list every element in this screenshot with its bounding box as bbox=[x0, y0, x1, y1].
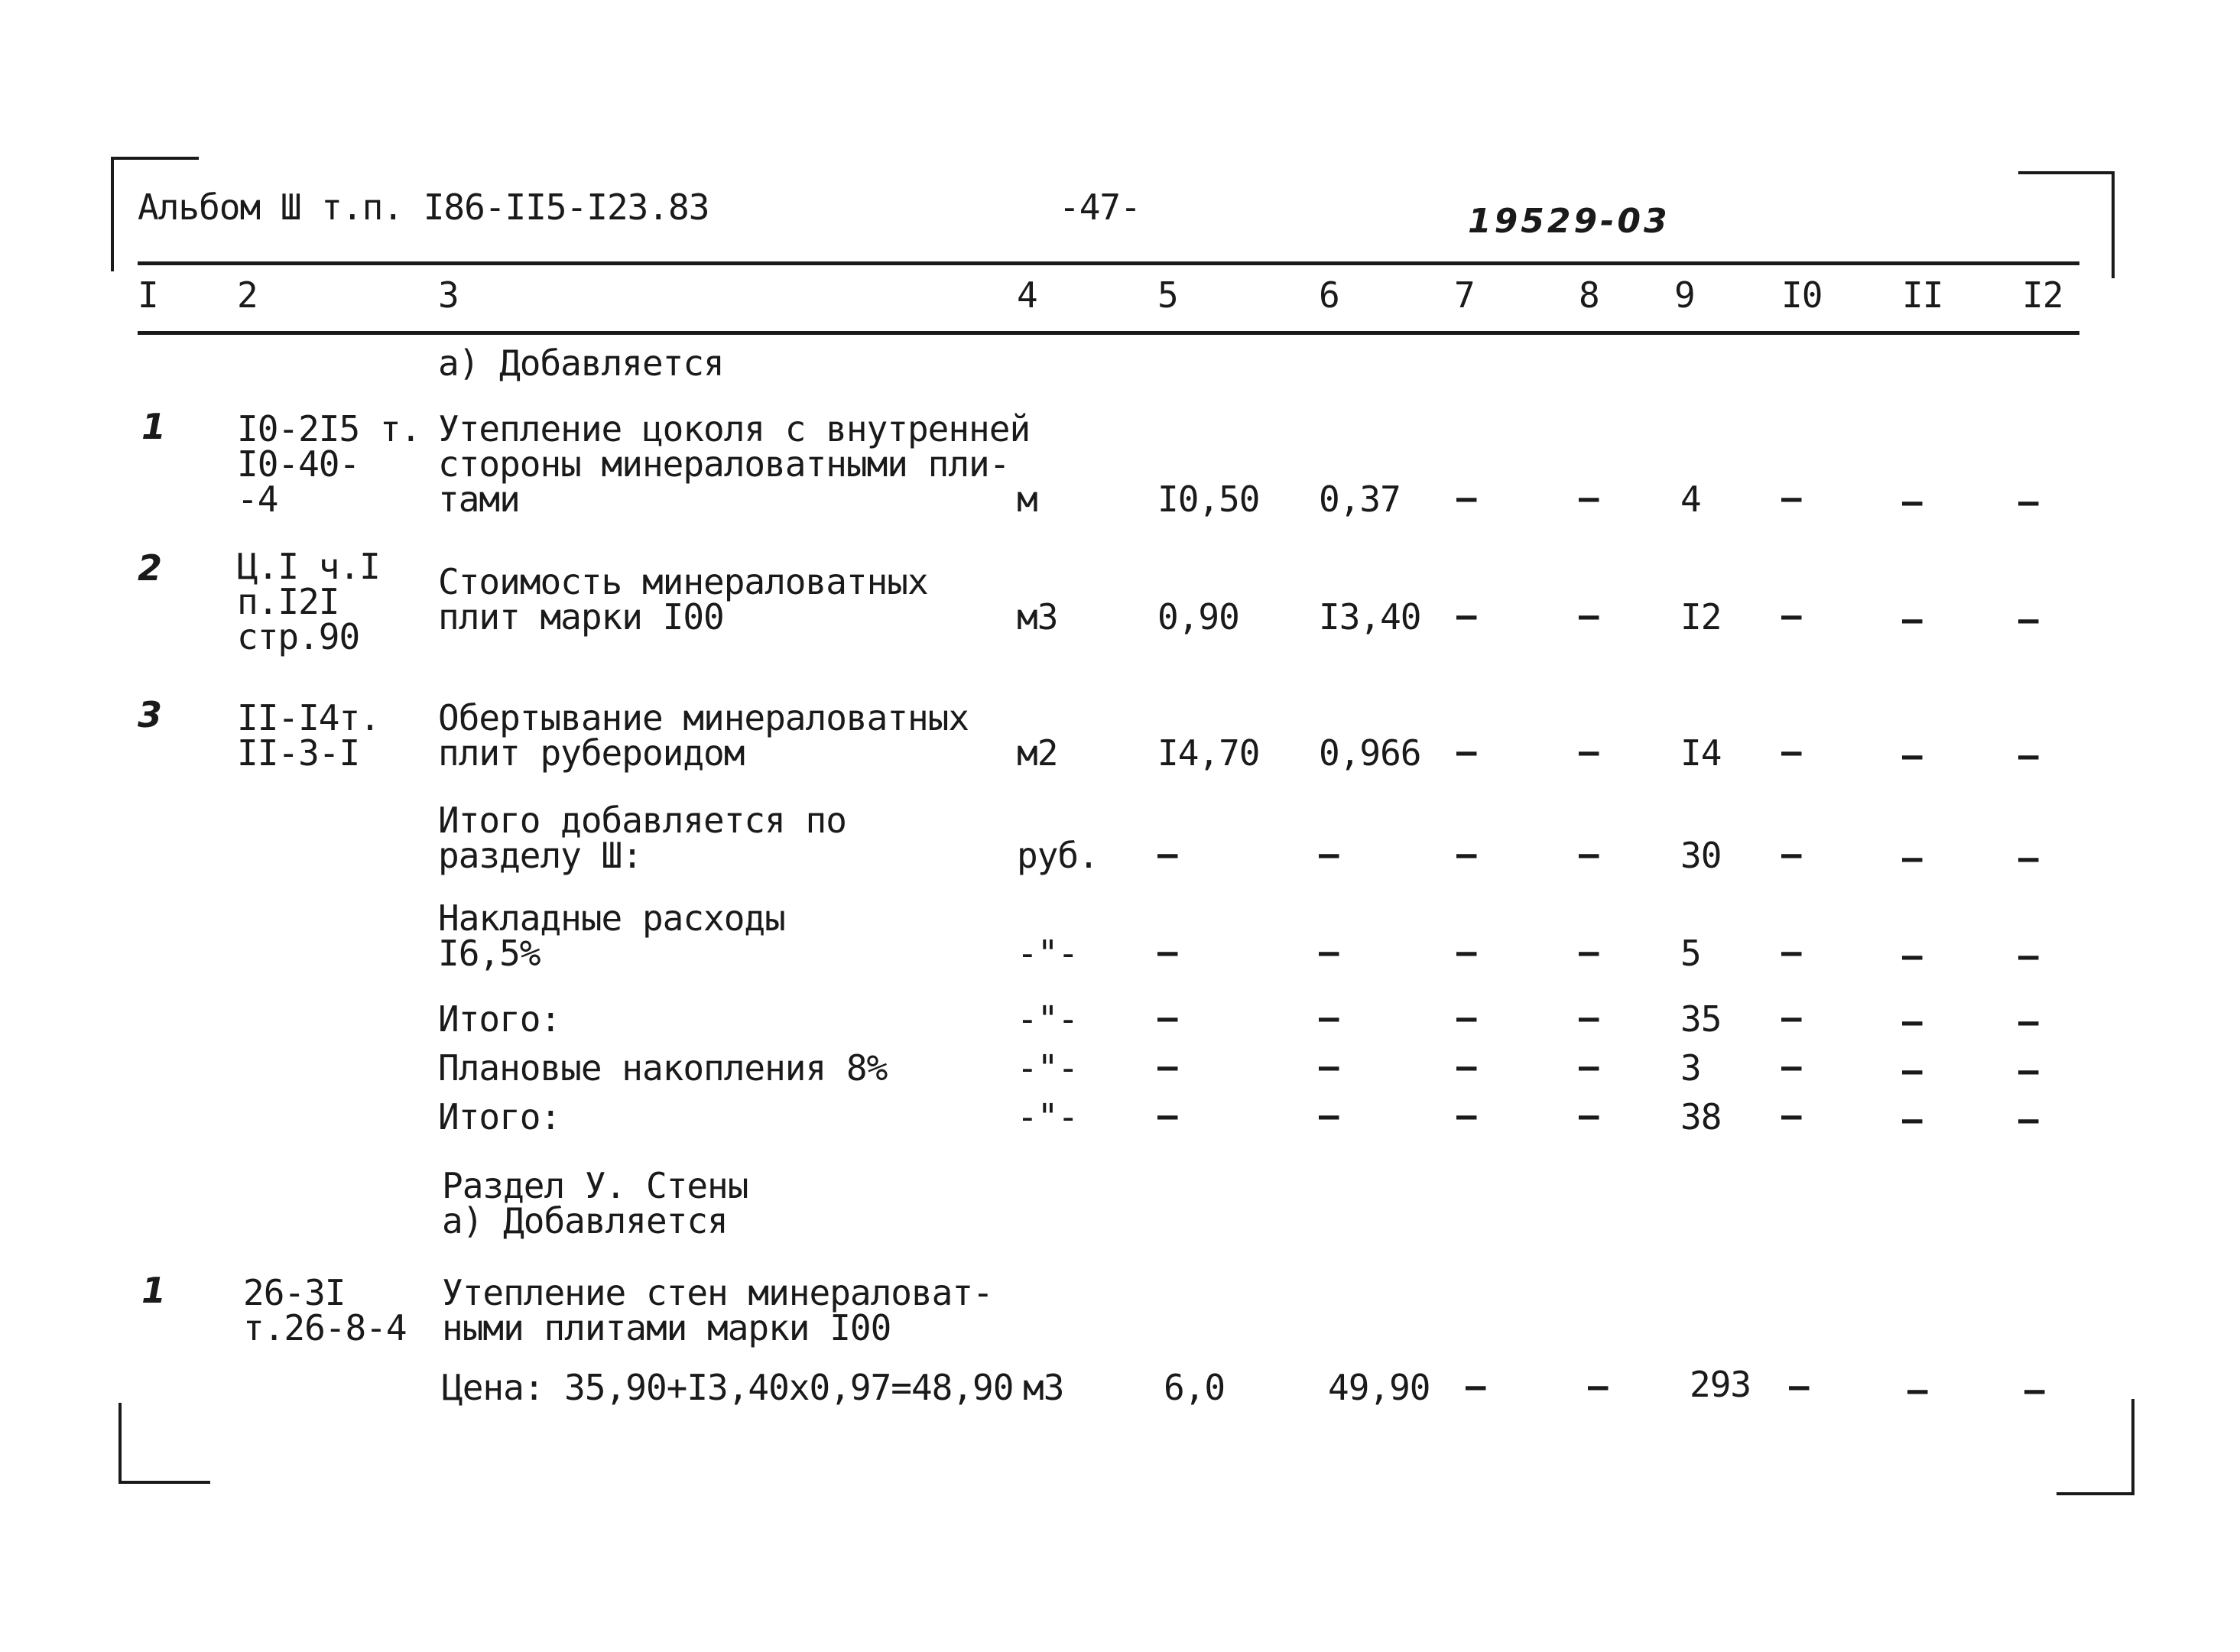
row-desc-line: плит марки I00 bbox=[438, 596, 724, 638]
frame-corner-top-left-h bbox=[111, 157, 199, 160]
header-rule-top bbox=[138, 261, 2079, 265]
frame-corner-top-right-v bbox=[2112, 171, 2115, 278]
cell-col7: – bbox=[1456, 479, 1477, 518]
cell-col8: – bbox=[1579, 596, 1599, 635]
col-header-5: 5 bbox=[1157, 274, 1178, 316]
row-ref-line: 26-3I bbox=[243, 1272, 346, 1313]
cell-col5: – bbox=[1157, 998, 1178, 1037]
row-ref-line: I0-2I5 т. bbox=[237, 408, 421, 450]
cell-total: 35 bbox=[1680, 998, 1722, 1040]
summary-desc-line: Итого: bbox=[438, 998, 561, 1040]
row-desc-line: тами bbox=[438, 479, 520, 520]
cell-col11: – bbox=[1902, 1051, 1923, 1090]
cell-col5: – bbox=[1157, 835, 1178, 874]
cell-col11: – bbox=[1902, 1100, 1923, 1139]
cell-total: I4 bbox=[1680, 732, 1722, 774]
cell-col10: – bbox=[1781, 835, 1802, 874]
cell-col10: – bbox=[1789, 1367, 1810, 1406]
cell-unit: -"- bbox=[1017, 1047, 1079, 1089]
frame-corner-top-right-h bbox=[2018, 171, 2114, 174]
cell-col11: – bbox=[1902, 839, 1923, 878]
header-rule-bottom bbox=[138, 331, 2079, 335]
row-desc-line: стороны минераловатными пли- bbox=[438, 443, 1010, 485]
col-header-8: 8 bbox=[1579, 274, 1599, 316]
cell-col6: – bbox=[1319, 1047, 1339, 1086]
cell-unit: руб. bbox=[1017, 835, 1099, 876]
summary-desc-line: I6,5% bbox=[438, 933, 541, 974]
cell-quantity: I4,70 bbox=[1157, 732, 1260, 774]
row-desc-line: Утепление цоколя с внутренней bbox=[438, 408, 1031, 450]
cell-col11: – bbox=[1902, 600, 1923, 639]
frame-corner-bottom-left-h bbox=[118, 1481, 210, 1484]
cell-unit: м2 bbox=[1017, 732, 1058, 774]
cell-total: 4 bbox=[1680, 479, 1701, 520]
cell-unit: м3 bbox=[1023, 1367, 1064, 1408]
cell-total: 5 bbox=[1680, 933, 1701, 974]
row-number: 2 bbox=[138, 547, 162, 589]
cell-col11: – bbox=[1902, 482, 1923, 521]
summary-desc-line: Плановые накопления 8% bbox=[438, 1047, 888, 1089]
document-code: 19529-03 bbox=[1468, 202, 1670, 241]
cell-col11: – bbox=[1902, 1002, 1923, 1041]
cell-quantity: 0,90 bbox=[1157, 596, 1239, 638]
cell-col8: – bbox=[1579, 835, 1599, 874]
page-number: -47- bbox=[1059, 187, 1141, 228]
cell-col7: – bbox=[1456, 998, 1477, 1037]
cell-total: I2 bbox=[1680, 596, 1722, 638]
cell-col7: – bbox=[1456, 933, 1477, 972]
frame-corner-top-left-v bbox=[111, 157, 114, 271]
section-title: Раздел У. Стены bbox=[442, 1165, 748, 1206]
section-heading: а) Добавляется bbox=[442, 1200, 728, 1241]
cell-unit: -"- bbox=[1017, 1096, 1079, 1138]
cell-col6: – bbox=[1319, 933, 1339, 972]
row-ref-line: II-I4т. bbox=[237, 697, 380, 738]
cell-col8: – bbox=[1588, 1367, 1609, 1406]
row-ref-line: I0-40- bbox=[237, 443, 360, 485]
col-header-3: 3 bbox=[438, 274, 459, 316]
cell-total: 30 bbox=[1680, 835, 1722, 876]
cell-col7: – bbox=[1456, 835, 1477, 874]
summary-desc-line: разделу Ш: bbox=[438, 835, 642, 876]
col-header-6: 6 bbox=[1319, 274, 1339, 316]
cell-unit-price: 0,37 bbox=[1319, 479, 1401, 520]
cell-col10: – bbox=[1781, 998, 1802, 1037]
cell-col12: – bbox=[2018, 736, 2039, 775]
cell-total: 293 bbox=[1690, 1364, 1751, 1405]
row-number: 3 bbox=[138, 694, 162, 735]
summary-desc-line: Итого: bbox=[438, 1096, 561, 1138]
cell-col12: – bbox=[2018, 839, 2039, 878]
cell-col8: – bbox=[1579, 1047, 1599, 1086]
cell-total: 3 bbox=[1680, 1047, 1701, 1089]
cell-col7: – bbox=[1466, 1367, 1486, 1406]
frame-corner-bottom-right-h bbox=[2057, 1492, 2134, 1495]
cell-col12: – bbox=[2018, 1051, 2039, 1090]
cell-col12: – bbox=[2018, 600, 2039, 639]
cell-col8: – bbox=[1579, 933, 1599, 972]
price-formula: Цена: 35,90+I3,40х0,97=48,90 bbox=[442, 1367, 1014, 1408]
col-header-11: II bbox=[1902, 274, 1943, 316]
cell-col11: – bbox=[1902, 936, 1923, 975]
cell-col7: – bbox=[1456, 1047, 1477, 1086]
cell-col5: – bbox=[1157, 1096, 1178, 1135]
row-number: 1 bbox=[141, 1270, 166, 1311]
col-header-4: 4 bbox=[1017, 274, 1037, 316]
cell-col6: – bbox=[1319, 835, 1339, 874]
cell-col12: – bbox=[2018, 482, 2039, 521]
cell-col7: – bbox=[1456, 596, 1477, 635]
row-ref-line: стр.90 bbox=[237, 616, 360, 657]
cell-col8: – bbox=[1579, 998, 1599, 1037]
cell-unit-price: I3,40 bbox=[1319, 596, 1421, 638]
row-desc-line: плит рубероидом bbox=[438, 732, 745, 774]
row-ref-line: -4 bbox=[237, 479, 278, 520]
col-header-2: 2 bbox=[237, 274, 258, 316]
cell-col10: – bbox=[1781, 732, 1802, 771]
cell-col12: – bbox=[2018, 936, 2039, 975]
cell-col10: – bbox=[1781, 596, 1802, 635]
cell-col8: – bbox=[1579, 732, 1599, 771]
cell-col12: – bbox=[2018, 1100, 2039, 1139]
row-ref-line: Ц.I ч.I bbox=[237, 546, 380, 587]
col-header-1: I bbox=[138, 274, 158, 316]
cell-col6: – bbox=[1319, 1096, 1339, 1135]
cell-col6: – bbox=[1319, 998, 1339, 1037]
cell-col10: – bbox=[1781, 479, 1802, 518]
cell-col11: – bbox=[1907, 1371, 1928, 1410]
cell-col10: – bbox=[1781, 933, 1802, 972]
cell-unit-price: 0,966 bbox=[1319, 732, 1421, 774]
col-header-10: I0 bbox=[1781, 274, 1823, 316]
section-heading: а) Добавляется bbox=[438, 342, 724, 384]
cell-col11: – bbox=[1902, 736, 1923, 775]
cell-quantity: I0,50 bbox=[1157, 479, 1260, 520]
frame-corner-bottom-right-v bbox=[2131, 1399, 2134, 1495]
row-ref-line: т.26-8-4 bbox=[243, 1307, 407, 1349]
cell-col5: – bbox=[1157, 933, 1178, 972]
cell-col5: – bbox=[1157, 1047, 1178, 1086]
cell-unit: м3 bbox=[1017, 596, 1058, 638]
row-desc-line: Обертывание минераловатных bbox=[438, 697, 969, 738]
cell-unit: -"- bbox=[1017, 933, 1079, 974]
cell-quantity: 6,0 bbox=[1164, 1367, 1226, 1408]
cell-col7: – bbox=[1456, 1096, 1477, 1135]
row-desc-line: Утепление стен минераловат- bbox=[442, 1272, 993, 1313]
row-ref-line: п.I2I bbox=[237, 581, 339, 622]
cell-col12: – bbox=[2024, 1371, 2045, 1410]
cell-total: 38 bbox=[1680, 1096, 1722, 1138]
row-desc-line: Стоимость минераловатных bbox=[438, 561, 928, 602]
cell-col8: – bbox=[1579, 1096, 1599, 1135]
cell-col12: – bbox=[2018, 1002, 2039, 1041]
cell-unit-price: 49,90 bbox=[1328, 1367, 1430, 1408]
cell-col10: – bbox=[1781, 1096, 1802, 1135]
col-header-9: 9 bbox=[1674, 274, 1695, 316]
row-desc-line: ными плитами марки I00 bbox=[442, 1307, 891, 1349]
summary-desc-line: Накладные расходы bbox=[438, 897, 785, 939]
cell-col7: – bbox=[1456, 732, 1477, 771]
col-header-12: I2 bbox=[2022, 274, 2063, 316]
cell-unit: -"- bbox=[1017, 998, 1079, 1040]
summary-desc-line: Итого добавляется по bbox=[438, 800, 846, 841]
row-ref-line: II-3-I bbox=[237, 732, 360, 774]
cell-unit: м bbox=[1017, 479, 1037, 520]
album-title: Альбом Ш т.п. I86-II5-I23.83 bbox=[138, 187, 709, 228]
row-number: 1 bbox=[141, 406, 166, 447]
cell-col8: – bbox=[1579, 479, 1599, 518]
col-header-7: 7 bbox=[1454, 274, 1475, 316]
frame-corner-bottom-left-v bbox=[118, 1403, 122, 1483]
cell-col10: – bbox=[1781, 1047, 1802, 1086]
